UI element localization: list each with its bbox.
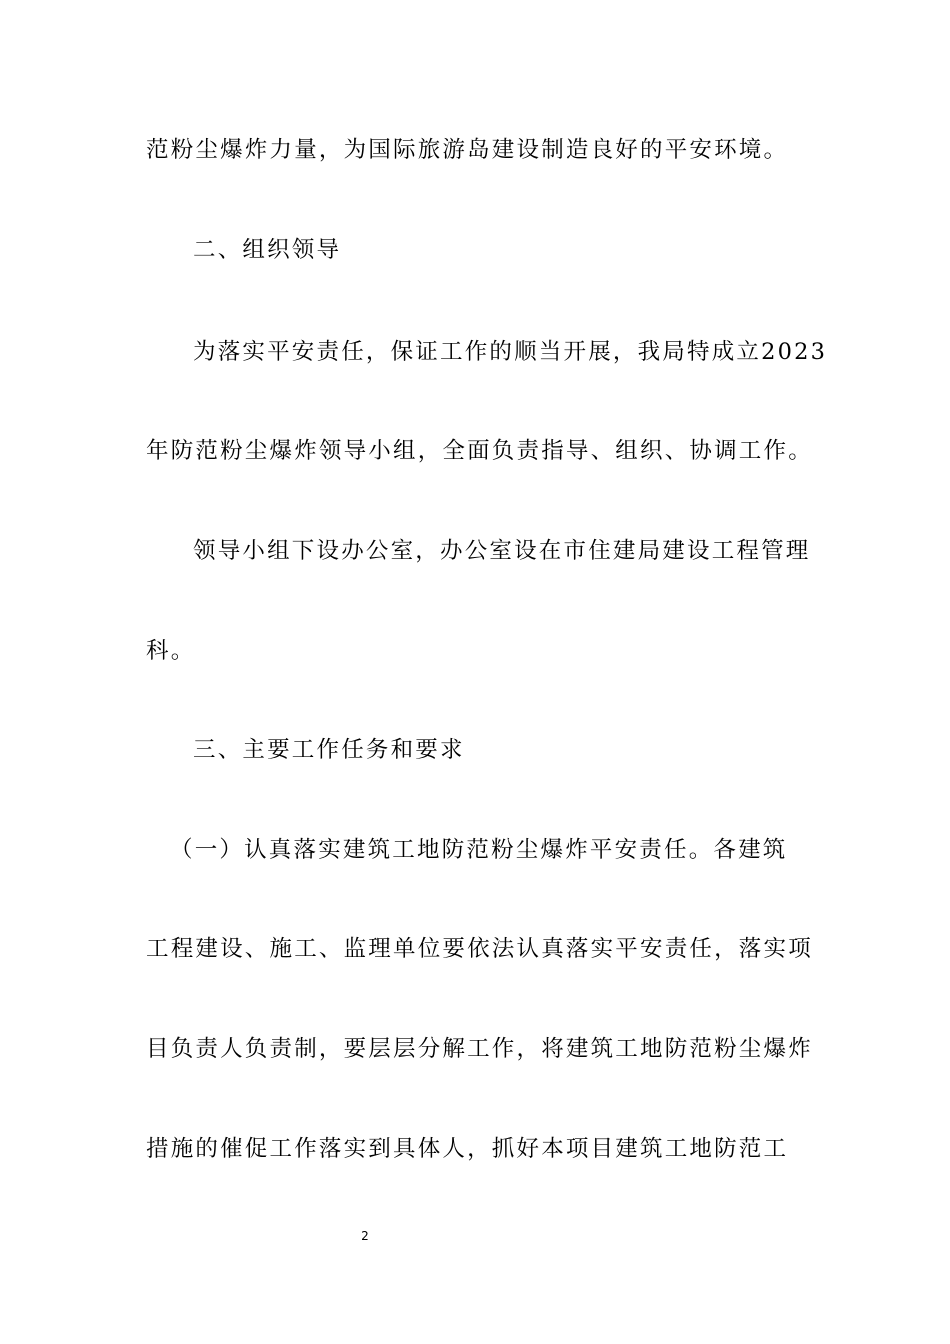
paragraph-start: 领导小组下设办公室，办公室设在市住建局建设工程管理 [193, 538, 811, 564]
body-text-line: 科。 [146, 638, 196, 664]
subsection-paragraph-start: （一）认真落实建筑工地防范粉尘爆炸平安责任。各建筑 [170, 837, 788, 863]
section-heading-organization: 二、组织领导 [193, 237, 342, 263]
body-text-line: 措施的催促工作落实到具体人，抓好本项目建筑工地防范工 [146, 1136, 789, 1162]
body-text-line: 工程建设、施工、监理单位要依法认真落实平安责任，落实项 [146, 936, 813, 962]
section-heading-tasks: 三、主要工作任务和要求 [193, 737, 465, 763]
body-text-line: 范粉尘爆炸力量，为国际旅游岛建设制造良好的平安环境。 [146, 137, 789, 163]
body-text-line: 目负责人负责制，要层层分解工作，将建筑工地防范粉尘爆炸 [146, 1036, 813, 1062]
paragraph-start: 为落实平安责任，保证工作的顺当开展，我局特成立2023 [193, 339, 828, 365]
page-number: 2 [361, 1229, 369, 1243]
body-text-line: 年防范粉尘爆炸领导小组，全面负责指导、组织、协调工作。 [146, 438, 813, 464]
